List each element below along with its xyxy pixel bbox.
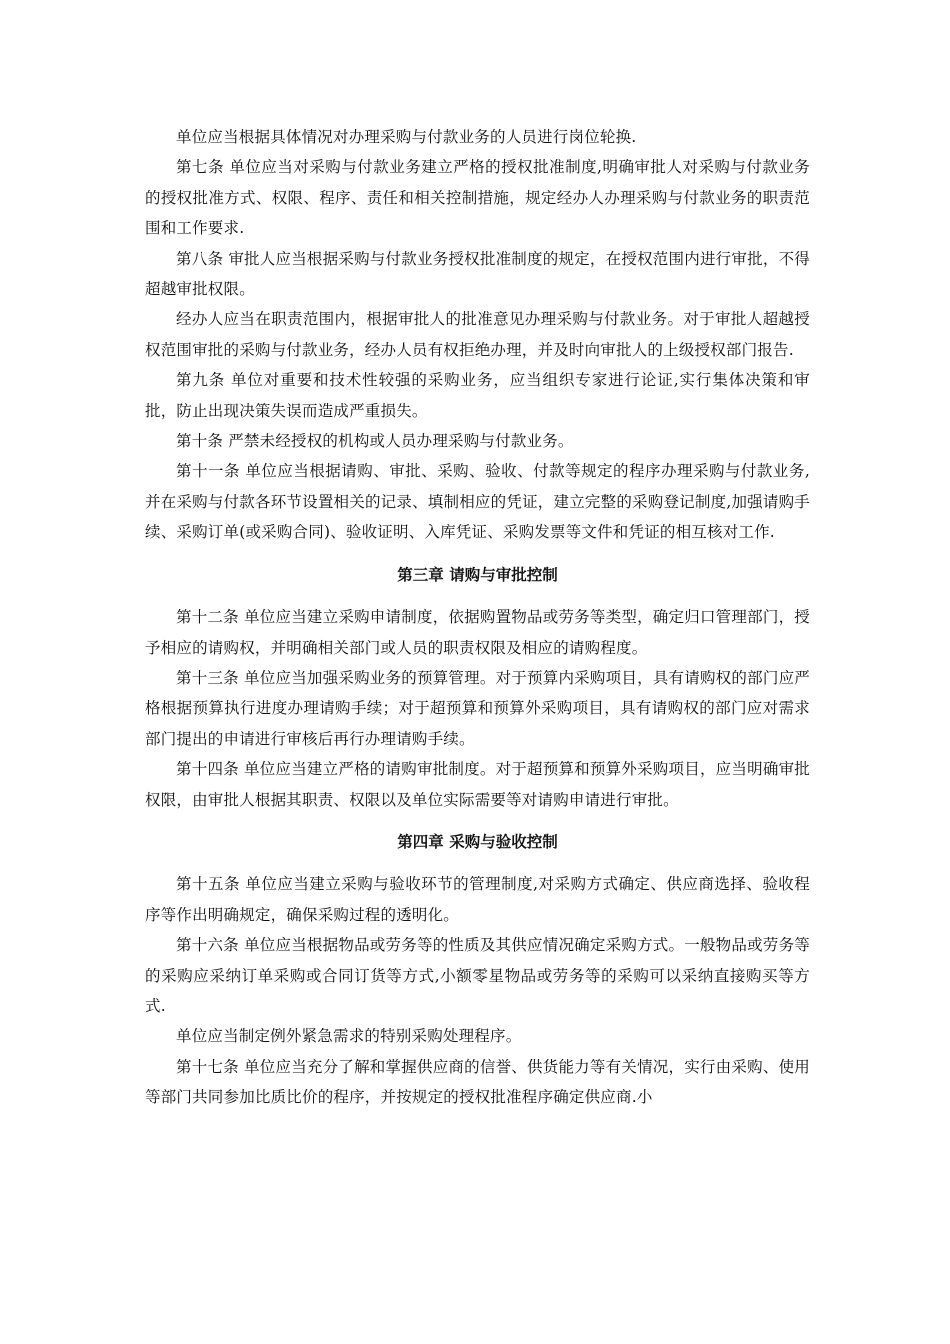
paragraph: 第十四条 单位应当建立严格的请购审批制度。对于超预算和预算外采购项目，应当明确审批权限，由审批人根据其职责、权限以及单位实际需要等对请购申请进行审批。 <box>145 760 810 809</box>
paragraph: 第十七条 单位应当充分了解和掌握供应商的信誉、供货能力等有关情况，实行由采购、使用等部门共同参加比质比价的程序，并按规定的授权批准程序确定供应商.小 <box>145 1057 810 1107</box>
chapter-heading: 第三章 请购与审批控制 <box>397 565 558 584</box>
paragraph: 第十一条 单位应当根据请购、审批、采购、验收、付款等规定的程序办理采购与付款业务,并在采购与付款各环节设置相关的记录、填制相应的凭证，建立完整的采购登记制度,加强请购手续、采购订单(或采购合同)、验收证明、入库凭证、采购发票等文件和凭证的相互核对工作. <box>145 462 810 542</box>
paragraph: 第十五条 单位应当建立采购与验收环节的管理制度,对采购方式确定、供应商选择、验收程序等作出明确规定，确保采购过程的透明化。 <box>145 875 810 924</box>
paragraph: 第十二条 单位应当建立采购申请制度，依据购置物品或劳务等类型，确定归口管理部门，授予相应的请购权，并明确相关部门或人员的职责权限及相应的请购程度。 <box>145 608 810 657</box>
paragraph: 第十六条 单位应当根据物品或劳务等的性质及其供应情况确定采购方式。一般物品或劳务等的采购应采纳订单采购或合同订货等方式,小额零星物品或劳务等的采购可以采纳直接购买等方式. <box>145 936 810 1015</box>
chapter-heading: 第四章 采购与验收控制 <box>397 832 558 851</box>
paragraph: 第八条 审批人应当根据采购与付款业务授权批准制度的规定，在授权范围内进行审批，不得超越审批权限。 <box>145 249 810 299</box>
paragraph: 单位应当制定例外紧急需求的特别采购处理程序。 <box>176 1027 522 1046</box>
paragraph: 第七条 单位应当对采购与付款业务建立严格的授权批准制度,明确审批人对采购与付款业务的授权批准方式、权限、程序、责任和相关控制措施，规定经办人办理采购与付款业务的职责范围和工作要求. <box>145 158 810 238</box>
paragraph: 经办人应当在职责范围内，根据审批人的批准意见办理采购与付款业务。对于审批人超越授权范围审批的采购与付款业务，经办人员有权拒绝办理，并及时向审批人的上级授权部门报告. <box>145 310 810 359</box>
document-page <box>145 122 810 1113</box>
paragraph: 第九条 单位对重要和技术性较强的采购业务，应当组织专家进行论证,实行集体决策和审批，防止出现决策失误而造成严重损失。 <box>145 371 810 420</box>
paragraph: 第十条 严禁未经授权的机构或人员办理采购与付款业务。 <box>176 432 574 451</box>
paragraph: 单位应当根据具体情况对办理采购与付款业务的人员进行岗位轮换. <box>176 128 637 146</box>
paragraph: 第十三条 单位应当加强采购业务的预算管理。对于预算内采购项目，具有请购权的部门应严格根据预算执行进度办理请购手续；对于超预算和预算外采购项目，具有请购权的部门应对需求部门提出的申请进行审核后再行办理请购手续。 <box>145 668 810 748</box>
